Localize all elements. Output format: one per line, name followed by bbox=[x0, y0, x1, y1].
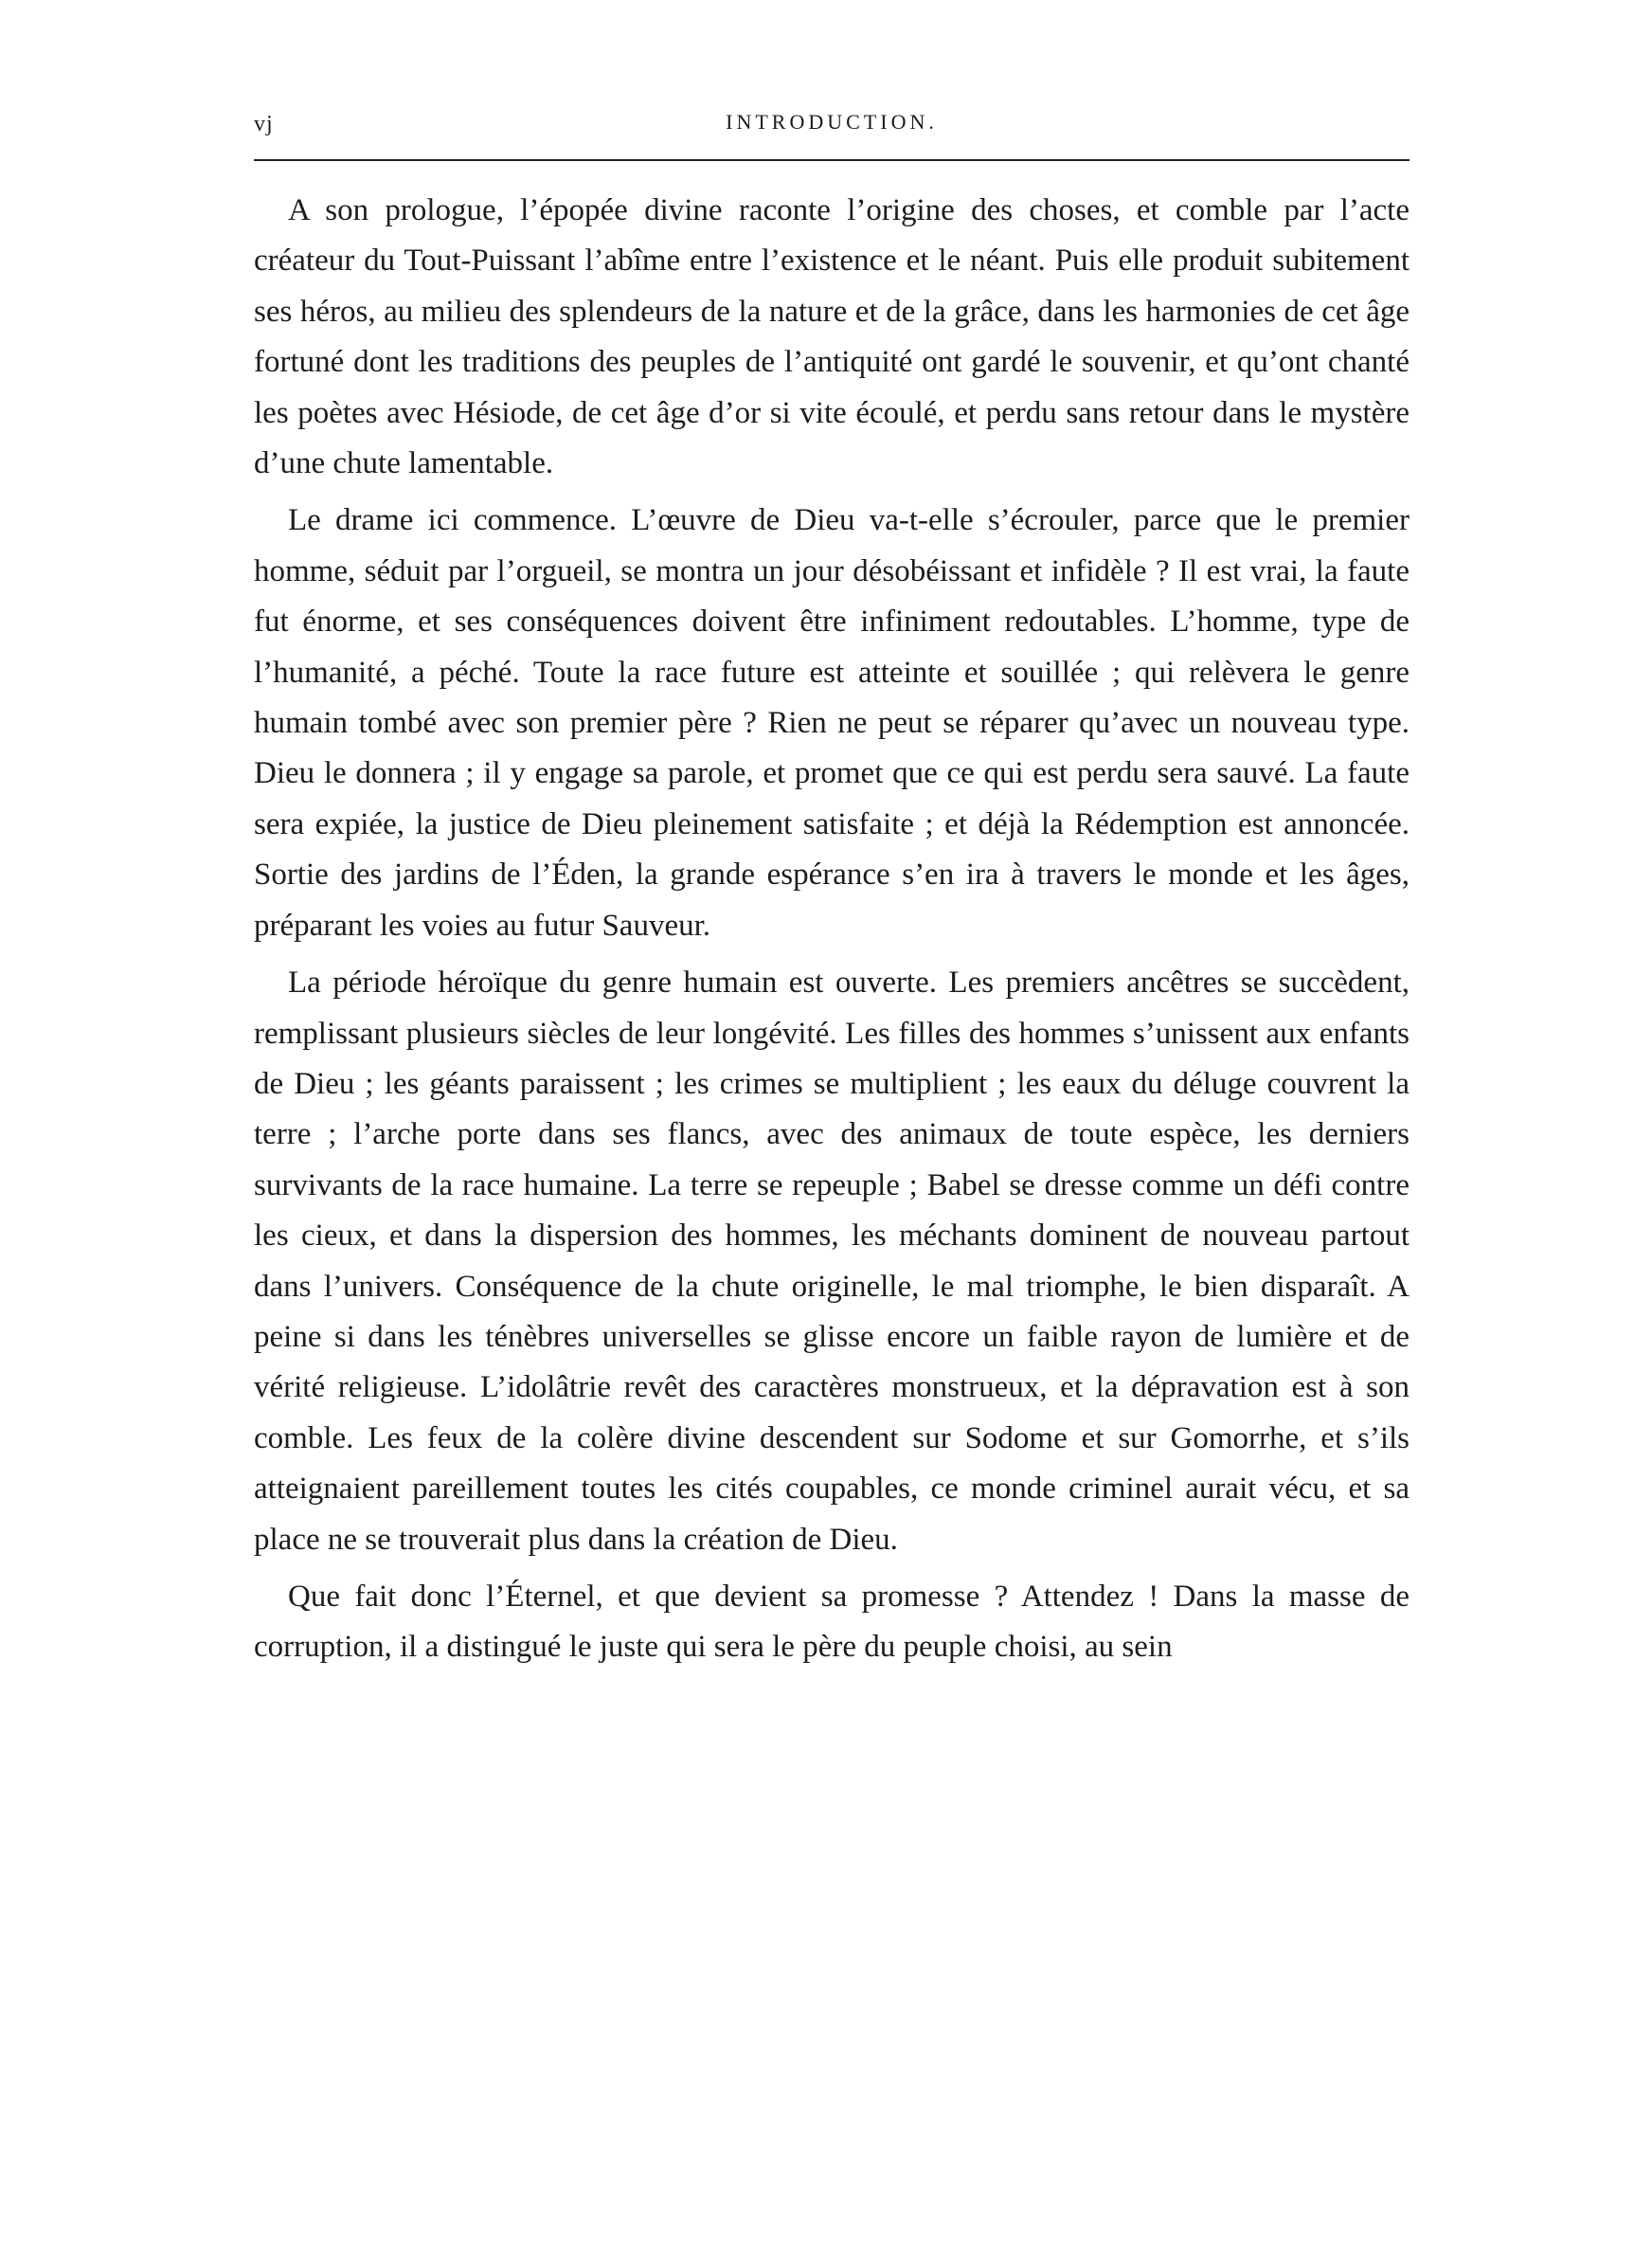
paragraph-prologue: A son prologue, l’épopée divine raconte l’origine des choses, et comble par l’acte créateur du Tout-Puissant l’abîme entre l’existence et le néant. Puis elle produit subitement ses héros, au milieu des splendeurs de la nature et de la grâce, dans les harmonies de cet âge fortuné dont les traditions des peuples de l’antiquité ont gardé le souvenir, et qu’ont chanté les poètes avec Hésiode, de cet âge d’or si vite écoulé, et perdu sans retour dans le mystère d’une chute lamentable. bbox=[254, 193, 1410, 481]
running-head bbox=[254, 106, 1410, 144]
running-head-title: INTRODUCTION. bbox=[726, 110, 938, 134]
page-number: vj bbox=[254, 112, 274, 136]
paragraph-promise: Que fait donc l’Éternel, et que devient sa promesse ? Attendez ! Dans la masse de corruption, il a distingué le juste qui sera le père du peuple choisi, au sein bbox=[254, 1579, 1410, 1665]
paragraph-heroic-period: La période héroïque du genre humain est ouverte. Les premiers ancêtres se succèdent, remplissant plusieurs siècles de leur longévité. Les filles des hommes s’unissent aux enfants de Dieu ; les géants paraissent ; les crimes se multiplient ; les eaux du déluge couvrent la terre ; l’arche porte dans ses flancs, avec des animaux de toute espèce, les derniers survivants de la race humaine. La terre se repeuple ; Babel se dresse comme un défi contre les cieux, et dans la dispersion des hommes, les méchants dominent de nouveau partout dans l’univers. Conséquence de la chute originelle, le mal triomphe, le bien disparaît. A peine si dans les ténèbres universelles se glisse encore un faible rayon de lumière et de vérité religieuse. L’idolâtrie revêt des caractères monstrueux, et la dépravation est à son comble. Les feux de la colère divine descendent sur Sodome et sur Gomorrhe, et s’ils atteignaient pareillement toutes les cités coupables, ce monde criminel aurait vécu, et sa place ne se trouverait plus dans la création de Dieu. bbox=[254, 966, 1410, 1557]
body-text bbox=[254, 186, 1410, 1680]
paragraph-drama: Le drame ici commence. L’œuvre de Dieu va-t-elle s’écrouler, parce que le premier homme, séduit par l’orgueil, se montra un jour désobéissant et infidèle ? Il est vrai, la faute fut énorme, et ses conséquences doivent être infiniment redoutables. L’homme, type de l’humanité, a péché. Toute la race future est atteinte et souillée ; qui relèvera le genre humain tombé avec son premier père ? Rien ne peut se réparer qu’avec un nouveau type. Dieu le donnera ; il y engage sa parole, et promet que ce qui est perdu sera sauvé. La faute sera expiée, la justice de Dieu pleinement satisfaite ; et déjà la Rédemption est annoncée. Sortie des jardins de l’Éden, la grande espérance s’en ira à travers le monde et les âges, préparant les voies au futur Sauveur. bbox=[254, 503, 1410, 943]
header-rule bbox=[254, 159, 1410, 161]
